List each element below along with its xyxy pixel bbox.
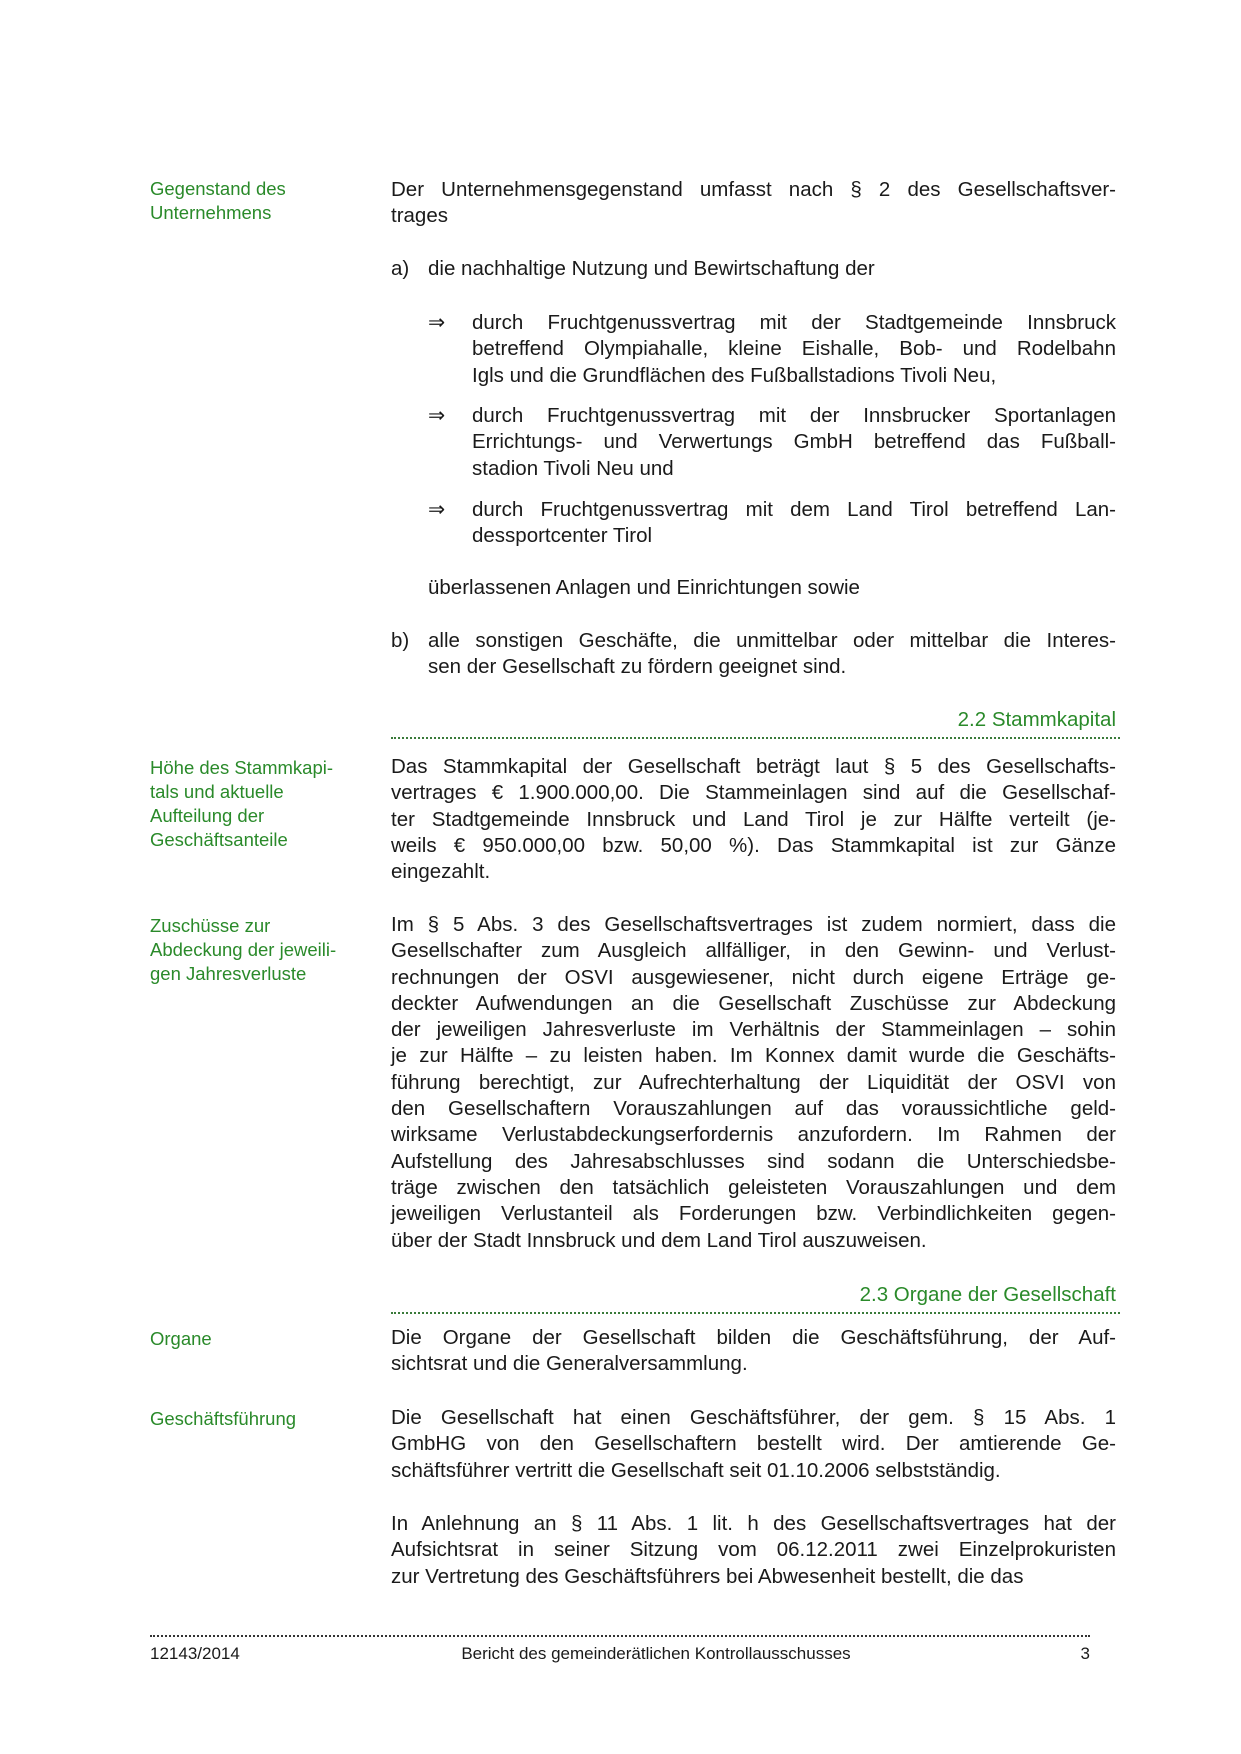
footer-title: Bericht des gemeinderätlichen Kontrollausschusses — [461, 1644, 851, 1663]
paragraph-geschaeftsfuehrung — [391, 1405, 1116, 1484]
text-line: Aufteilung der — [150, 805, 265, 826]
arrow-icon: ⇒ — [428, 404, 446, 427]
paragraph-stammkapital — [391, 754, 1116, 885]
text-line: sen der Gesellschaft zu fördern geeignet sind. — [428, 655, 847, 679]
text-line: eingezahlt. — [391, 860, 491, 884]
text-line: Aufsichtsrat in seiner Sitzung vom 06.12.2011 zwei Einzelprokuristen — [391, 1538, 1116, 1562]
list-item-a — [428, 256, 1116, 282]
text-line: Im § 5 Abs. 3 des Gesellschaftsvertrages ist zudem normiert, dass die — [391, 913, 1116, 936]
label-geschaeftsfuehrung — [150, 1407, 365, 1431]
text-line: In Anlehnung an § 11 Abs. 1 lit. h des Gesellschaftsvertrages hat der — [391, 1512, 1116, 1535]
bullet-item — [472, 310, 1116, 389]
text-line: dessportcenter Tirol — [472, 524, 653, 548]
text-line: Geschäftsführung — [150, 1408, 297, 1429]
text-line: GmbHG von den Gesellschaftern bestellt wird. Der amtierende Ge- — [391, 1432, 1116, 1456]
paragraph-prokuristen — [391, 1511, 1116, 1590]
text-line: stadion Tivoli Neu und — [472, 456, 674, 480]
section-heading-organe: 2.3 Organe der Gesellschaft — [859, 1283, 1116, 1306]
footer-report-number: 12143/2014 — [150, 1644, 240, 1663]
text-line: Gesellschafter zum Ausgleich allfälliger, in den Gewinn- und Verlust- — [391, 939, 1116, 963]
text-line: durch Fruchtgenussvertrag mit dem Land Tirol betreffend Lan- — [472, 498, 1116, 521]
list-marker-a: a) — [391, 257, 410, 280]
text-line: Der Unternehmensgegenstand umfasst nach § 2 des Gesellschaftsver- — [391, 178, 1116, 201]
text-line: weils € 950.000,00 bzw. 50,00 %). Das Stammkapital ist zur Gänze — [391, 833, 1116, 857]
text-line: überlassenen Anlagen und Einrichtungen sowie — [428, 576, 860, 599]
list-item-b — [428, 628, 1116, 681]
paragraph-gegenstand — [391, 177, 1116, 230]
text-line: den Gesellschaftern Vorauszahlungen auf das voraussichtliche geld- — [391, 1097, 1116, 1121]
text-line: Aufstellung des Jahresabschlusses sind sodann die Unterschiedsbe- — [391, 1149, 1116, 1173]
text-line: träge zwischen den tatsächlich geleisteten Vorauszahlungen und dem — [391, 1175, 1116, 1199]
label-gegenstand — [150, 177, 365, 225]
text-line: Das Stammkapital der Gesellschaft beträgt laut § 5 des Gesellschafts- — [391, 755, 1116, 778]
text-line: jeweiligen Verlustanteil als Forderungen bzw. Verbindlichkeiten gegen- — [391, 1202, 1116, 1226]
text-line: Unternehmens — [150, 202, 272, 223]
text-line: deckter Aufwendungen an die Gesellschaft Zuschüsse zur Abdeckung — [391, 991, 1116, 1015]
section-divider — [391, 1312, 1120, 1314]
text-line: je zur Hälfte – zu leisten haben. Im Konnex damit wurde die Geschäfts- — [391, 1044, 1116, 1068]
bullet-item — [472, 497, 1116, 550]
text-line: führung berechtigt, zur Aufrechterhaltung der Liquidität der OSVI von — [391, 1070, 1116, 1094]
footer-divider — [150, 1635, 1090, 1637]
arrow-icon: ⇒ — [428, 311, 446, 334]
text-line: wirksame Verlustabdeckungserfordernis anzufordern. Im Rahmen der — [391, 1123, 1116, 1147]
text-line: Höhe des Stammkapi- — [150, 757, 334, 778]
text-line: betreffend Olympiahalle, kleine Eishalle, Bob- und Rodelbahn — [472, 337, 1116, 361]
text-line: schäftsführer vertritt die Gesellschaft seit 01.10.2006 selbstständig. — [391, 1458, 1001, 1482]
text-line: Igls und die Grundflächen des Fußballstadions Tivoli Neu, — [472, 363, 997, 387]
paragraph-zuschuesse — [391, 912, 1116, 1254]
paragraph-organe — [391, 1325, 1116, 1378]
list-marker-b: b) — [391, 629, 410, 652]
label-hoehe-stammkapital — [150, 756, 365, 852]
text-line: der jeweiligen Jahresverluste im Verhältnis der Stammeinlagen – sohin — [391, 1018, 1116, 1042]
text-line: Geschäftsanteile — [150, 829, 288, 850]
text-line: gen Jahresverluste — [150, 963, 307, 984]
text-line: Errichtungs- und Verwertungs GmbH betreffend das Fußball- — [472, 430, 1116, 454]
text-line: Organe — [150, 1328, 212, 1349]
text-line: die nachhaltige Nutzung und Bewirtschaftung der — [428, 257, 875, 280]
text-line: vertrages € 1.900.000,00. Die Stammeinlagen sind auf die Gesellschaf- — [391, 781, 1116, 805]
text-line: tals und aktuelle — [150, 781, 284, 802]
footer-page-number: 3 — [1080, 1644, 1090, 1663]
text-line: durch Fruchtgenussvertrag mit der Innsbrucker Sportanlagen — [472, 404, 1116, 427]
text-line: über der Stadt Innsbruck und dem Land Tirol auszuweisen. — [391, 1228, 927, 1252]
text-line: Zuschüsse zur — [150, 915, 271, 936]
text-line: Gegenstand des — [150, 178, 286, 199]
arrow-icon: ⇒ — [428, 498, 446, 521]
text-line: Abdeckung der jeweili- — [150, 939, 337, 960]
label-organe — [150, 1327, 365, 1351]
text-line: alle sonstigen Geschäfte, die unmittelbar oder mittelbar die Interes- — [428, 629, 1116, 652]
text-line: trages — [391, 204, 448, 228]
section-divider — [391, 737, 1120, 739]
text-line: Die Organe der Gesellschaft bilden die Geschäftsführung, der Auf- — [391, 1326, 1116, 1349]
text-line: sichtsrat und die Generalversammlung. — [391, 1352, 748, 1376]
bullet-item — [472, 403, 1116, 482]
text-line: Die Gesellschaft hat einen Geschäftsführer, der gem. § 15 Abs. 1 — [391, 1406, 1116, 1429]
paragraph-ueberlassen — [428, 575, 1116, 601]
text-line: durch Fruchtgenussvertrag mit der Stadtgemeinde Innsbruck — [472, 311, 1116, 334]
label-zuschuesse — [150, 914, 365, 986]
text-line: zur Vertretung des Geschäftsführers bei Abwesenheit bestellt, die das — [391, 1564, 1024, 1588]
section-heading-stammkapital: 2.2 Stammkapital — [957, 708, 1116, 731]
text-line: rechnungen der OSVI ausgewiesener, nicht durch eigene Erträge ge- — [391, 965, 1116, 989]
text-line: ter Stadtgemeinde Innsbruck und Land Tirol je zur Hälfte verteilt (je- — [391, 807, 1116, 831]
